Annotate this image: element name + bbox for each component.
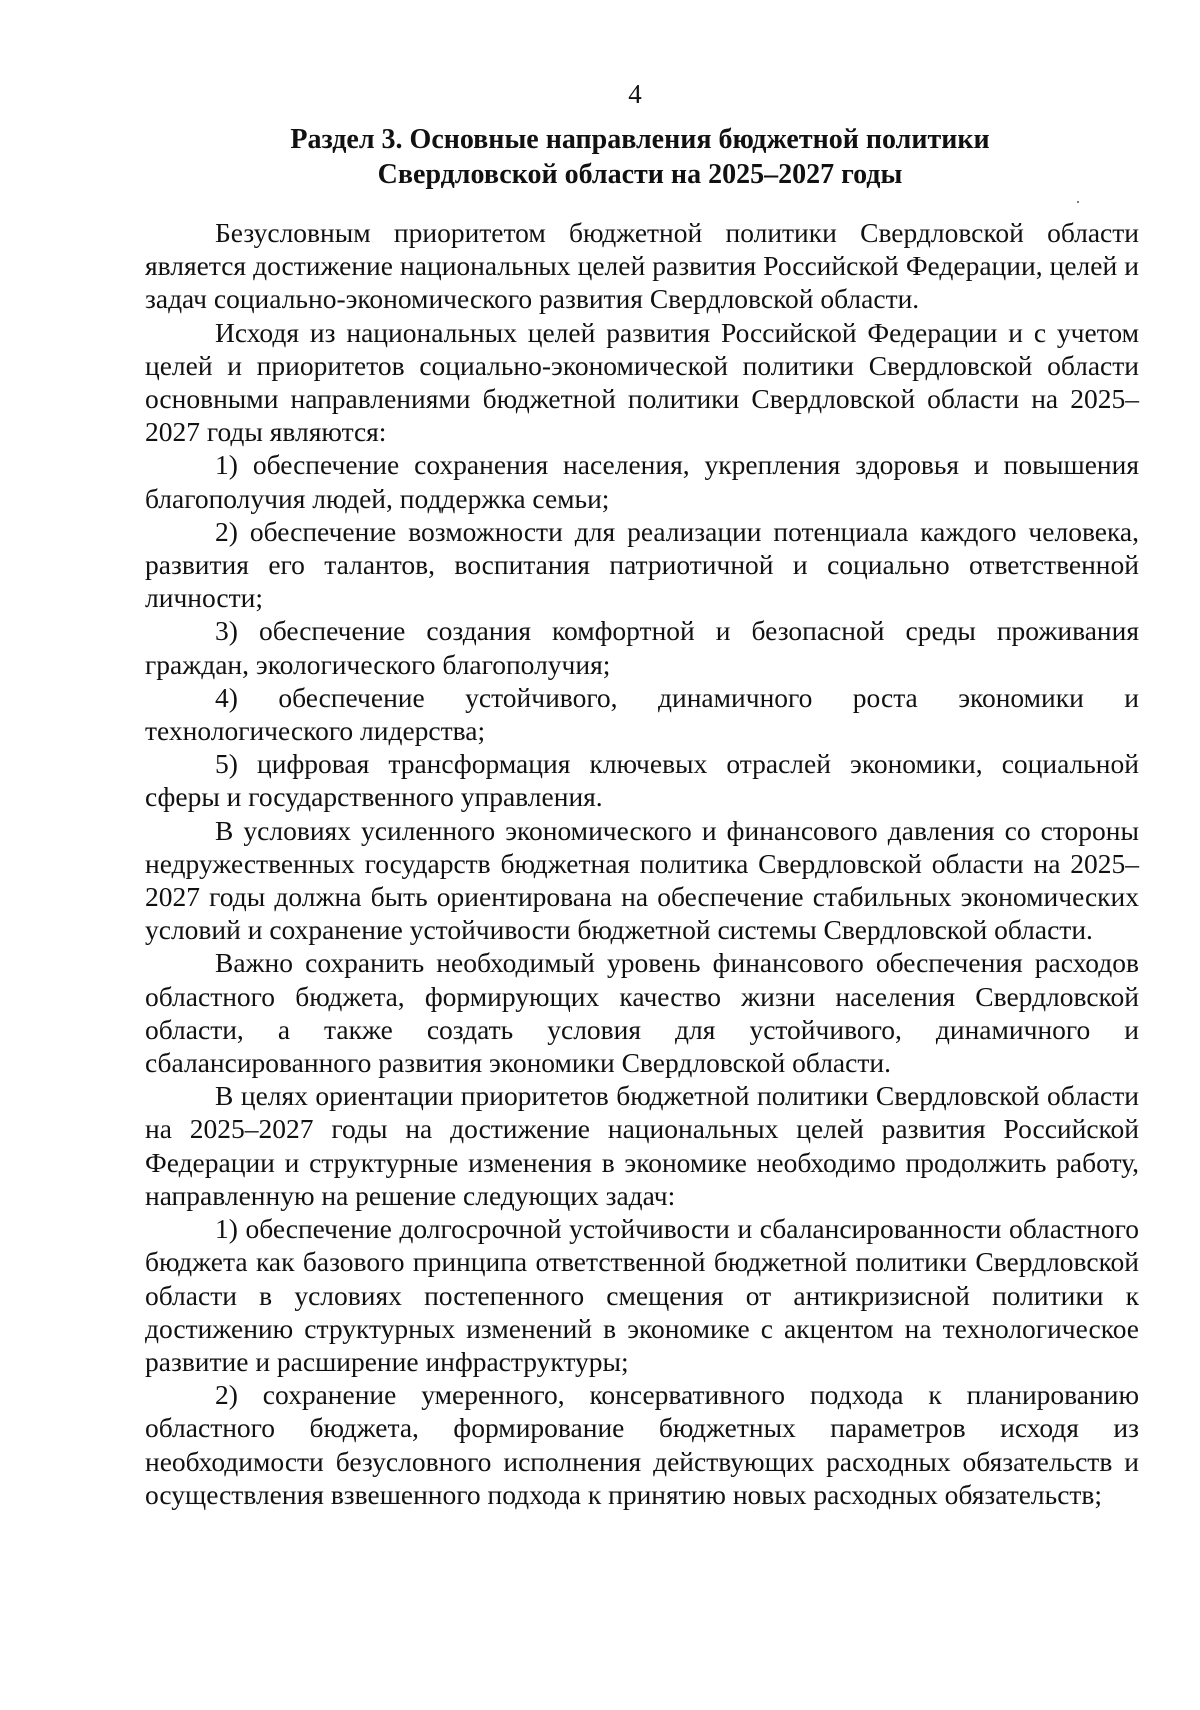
list-item-direction-4: 4) обеспечение устойчивого, динамичного роста экономики и технологического лидерства; [145,681,1139,747]
list-item-direction-5: 5) цифровая трансформация ключевых отраслей экономики, социальной сферы и государственного управления. [145,748,1139,813]
paragraph-directions-intro: Исходя из национальных целей развития Российской Федерации и с учетом целей и приоритетов социально-экономической политики Свердловской области основными направлениями бюджетной политики Свердловской области на 2025–2027 годы являются: [145,316,1139,448]
paragraph-priority: Безусловным приоритетом бюджетной политики Свердловской области является достижение национальных целей развития Российской Федерации, целей и задач социально-экономического развития Свердловской области. [145,217,1139,315]
paragraph-tasks-intro: В целях ориентации приоритетов бюджетной политики Свердловской области на 2025–2027 годы на достижение национальных целей развития Российской Федерации и структурные изменения в экономике необходимо продолжить работу, направленную на решение следующих задач: [145,1080,1139,1211]
list-item-task-1: 1) обеспечение долгосрочной устойчивости и сбалансированности областного бюджета как базового принципа ответственной бюджетной политики Свердловской области в условиях постепенного смещения от антикризисной политики к достижению структурных изменений в экономике с акцентом на технологическое развитие и расширение инфраструктуры; [145,1213,1139,1377]
list-item-task-2: 2) сохранение умеренного, консервативного подхода к планированию областного бюджета, формирование бюджетных параметров исходя из необходимости безусловного исполнения действующих расходных обязательств и осуществления взвешенного подхода к принятию новых расходных обязательств; [145,1379,1139,1510]
scan-speck [1077,201,1079,203]
page-number: 4 [628,79,642,109]
list-item-direction-2: 2) обеспечение возможности для реализации потенциала каждого человека, развития его талантов, воспитания патриотичной и социально ответственной личности; [145,515,1139,614]
section-heading-line-2: Свердловской области на 2025–2027 годы [377,159,903,190]
body-text [145,216,1139,1511]
paragraph-financing-level: Важно сохранить необходимый уровень финансового обеспечения расходов областного бюджета, формирующих качество жизни населения Свердловской области, а также создать условия для устойчивого, динамичного и сбалансированного развития экономики Свердловской области. [145,947,1139,1079]
list-item-direction-1: 1) обеспечение сохранения населения, укрепления здоровья и повышения благополучия людей, поддержка семьи; [145,449,1139,514]
list-item-direction-3: 3) обеспечение создания комфортной и безопасной среды проживания граждан, экологического благополучия; [145,615,1139,680]
section-heading-line-1: Раздел 3. Основные направления бюджетной политики [290,124,990,155]
paragraph-pressure-conditions: В условиях усиленного экономического и финансового давления со стороны недружественных государств бюджетная политика Свердловской области на 2025–2027 годы должна быть ориентирована на обеспечение стабильных экономических условий и сохранение устойчивости бюджетной системы Свердловской области. [145,814,1139,946]
section-heading [145,122,1135,192]
